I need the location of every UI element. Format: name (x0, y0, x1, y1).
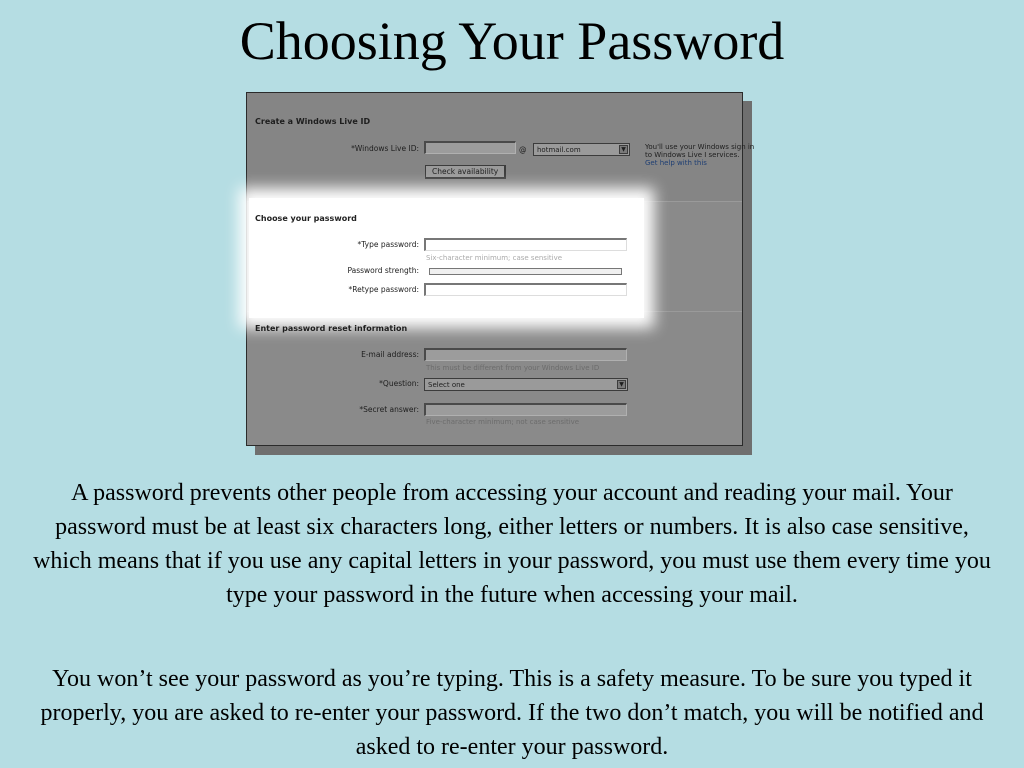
password-strength-meter (429, 268, 622, 275)
type-password-label: *Type password: (357, 240, 419, 249)
domain-selected-value: hotmail.com (537, 146, 581, 154)
chevron-down-icon: ▼ (619, 145, 628, 154)
signup-form-screenshot (246, 92, 755, 446)
question-select[interactable] (424, 378, 628, 391)
side-note-text: You'll use your Windows sign in to Windows Live I services. (645, 143, 755, 159)
chevron-down-icon: ▼ (617, 380, 626, 389)
check-availability-button[interactable]: Check availability (425, 165, 506, 179)
reset-section-heading: Enter password reset information (255, 324, 408, 333)
retype-password-input[interactable] (424, 283, 627, 296)
get-help-link[interactable]: Get help with this (645, 159, 707, 167)
live-id-input[interactable] (424, 141, 516, 154)
explanation-paragraph: A password prevents other people from accessing your account and reading your mail. Your password must be at least six characters long, either letters or numbers. It is also case sensitive, which means that if you use any capital letters in your password, you must use them every time you type your password in the future when accessing your mail. (33, 480, 991, 608)
password-section-heading: Choose your password (255, 214, 357, 223)
question-label: *Question: (379, 379, 419, 388)
at-symbol: @ (519, 145, 527, 154)
email-label: E-mail address: (361, 350, 419, 359)
secret-answer-label: *Secret answer: (359, 405, 419, 414)
live-id-side-note (645, 143, 755, 167)
secret-answer-input[interactable] (424, 403, 627, 416)
type-password-hint: Six-character minimum; case sensitive (426, 254, 563, 262)
retype-password-label: *Retype password: (348, 285, 419, 294)
email-hint: This must be different from your Windows Live ID (426, 364, 600, 372)
domain-select[interactable] (533, 143, 630, 156)
live-id-label: *Windows Live ID: (351, 144, 419, 153)
question-selected-value: Select one (428, 381, 465, 389)
type-password-input[interactable] (424, 238, 627, 251)
safety-paragraph: You won’t see your password as you’re typing. This is a safety measure. To be sure you typed it properly, you are asked to re-enter your password. If the two don’t match, you will be notified and asked to re-enter your password. (40, 666, 984, 760)
create-section-heading: Create a Windows Live ID (255, 117, 371, 126)
password-strength-label: Password strength: (347, 266, 419, 275)
secret-answer-hint: Five-character minimum; not case sensitive (426, 418, 580, 426)
slide-title: Choosing Your Password (239, 11, 785, 71)
email-input[interactable] (424, 348, 627, 361)
